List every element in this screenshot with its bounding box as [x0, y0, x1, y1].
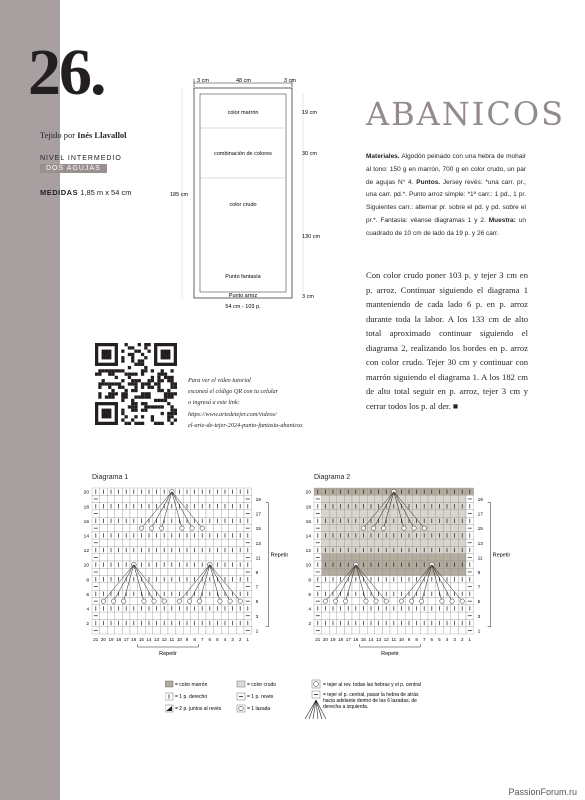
legend-reves: = 1 p. revés [247, 694, 274, 700]
row-number: 16 [305, 519, 311, 525]
sidebar-band [0, 0, 60, 800]
col-number: 7 [200, 637, 204, 642]
legend-central-1: = tejer el p. central, pasar la hebra de atrás [323, 692, 419, 698]
row-number: 2 [86, 622, 89, 628]
row-number: 3 [477, 614, 481, 620]
row-number: 14 [305, 534, 311, 540]
row-number: 15 [255, 527, 261, 533]
row-number: 18 [305, 505, 311, 511]
author-prefix: Tejido por [40, 130, 78, 140]
row-number: 7 [477, 585, 481, 591]
sch-bottom-h: 3 cm [302, 294, 314, 300]
col-number: 12 [161, 637, 167, 642]
row-number: 14 [83, 534, 89, 540]
col-number: 1 [246, 637, 250, 642]
repetir-side-label: Repetir [270, 552, 289, 559]
col-number: 16 [353, 637, 359, 642]
col-number: 15 [138, 637, 144, 642]
col-number: 11 [169, 637, 175, 642]
row-number: 8 [86, 578, 89, 584]
row-number: 19 [477, 497, 483, 503]
row-number: 18 [83, 505, 89, 511]
col-number: 17 [345, 637, 351, 642]
sch-total-h: 185 cm [170, 192, 189, 198]
qr-link-1[interactable]: https://www.artedetejer.com/videos/ [188, 410, 277, 418]
repetir-side-label: Repetir [492, 552, 511, 559]
level-badge: DOS AGUJAS [40, 164, 107, 173]
col-number: 9 [407, 637, 411, 642]
row-number: 13 [255, 541, 261, 547]
sch-section2-h: 30 cm [302, 151, 317, 157]
col-number: 11 [391, 637, 397, 642]
col-number: 19 [108, 637, 114, 642]
author-line [40, 130, 127, 140]
col-number: 17 [123, 637, 129, 642]
col-number: 14 [368, 637, 374, 642]
row-number: 9 [255, 570, 259, 576]
row-number: 1 [477, 629, 481, 635]
col-number: 3 [453, 637, 456, 642]
row-number: 17 [477, 512, 483, 518]
row-number: 19 [255, 497, 261, 503]
row-number: 4 [86, 607, 89, 613]
muestra-body: un cuadrado de 10 cm de lado da 19 p. y 26 carr. [366, 216, 526, 237]
row-number: 10 [83, 563, 89, 569]
qr-line-1: Para ver el video tutorial [188, 377, 251, 384]
row-number: 2 [308, 622, 311, 628]
sch-top-left: 3 cm [197, 78, 209, 84]
instructions-text: Con color crudo poner 103 p. y tejer 3 cm en p. arroz. Continuar siguiendo el diagrama 1 manteniendo de cada lado 6 p. en p. arroz durante toda la labor. A los 133 cm de alto total aproximado continuar siguiendo el diagrama 2, realizando los bordes en p. arroz con color crudo. Tejer 30 cm y continuar con marrón siguiendo el diagrama 1. A los 182 cm de alto total seguir en p. arroz, tejer 3 cm y cerrar todos los p. al der. ■ [366, 270, 528, 411]
repetir-bottom-label: Repetir [381, 651, 399, 657]
sch-section3-h: 130 cm [302, 234, 321, 240]
col-number: 14 [146, 637, 152, 642]
measures-label: MEDIDAS [40, 188, 79, 197]
row-number: 6 [308, 592, 311, 598]
row-number: 5 [255, 600, 259, 606]
col-number: 13 [376, 637, 382, 642]
watermark: PassionForum.ru [508, 787, 577, 797]
legend-marron: = color marrón [175, 682, 208, 688]
col-number: 21 [315, 637, 321, 642]
qr-caption [188, 375, 303, 431]
legend-rev-central: = tejer al rev. todas las hebras y el p. central [323, 682, 421, 688]
sch-section4: Punto fantasía [225, 274, 261, 280]
materials-body: Algodón peinado con una hebra de mohair al tono: 150 g en marrón, 700 g en color crudo, un par de agujas N° 4. [366, 153, 526, 186]
puntos-body: Jersey revés: *una carr. pr., una carr. pd.*. Punto arroz simple: *1ª carr.: 1 pd., 1 pr. Siguientes carr.: alternar pr. sobre el pd. y pd. sobre el pr.*. Fantasía: véanse diagramas 1 y 2. [366, 178, 526, 224]
col-number: 5 [216, 637, 219, 642]
row-number: 6 [86, 592, 89, 598]
diagram1-title: Diagrama 1 [92, 474, 129, 481]
col-number: 20 [100, 637, 106, 642]
page-title: ABANICOS [366, 95, 566, 133]
sch-bottom-label: Punto arroz [228, 293, 258, 299]
col-number: 16 [131, 637, 137, 642]
row-number: 20 [83, 490, 89, 496]
row-number: 16 [83, 519, 89, 525]
row-number: 17 [255, 512, 261, 518]
row-number: 7 [255, 585, 259, 591]
qr-code [95, 343, 177, 425]
legend-central-3: derecha a izquierda. [323, 704, 369, 710]
sch-top-mid: 48 cm [236, 78, 251, 84]
sch-top-right: 3 cm [284, 78, 296, 84]
diagram2-title: Diagrama 2 [314, 474, 351, 481]
row-number: 4 [308, 607, 311, 613]
measures-value: 1,85 m x 54 cm [80, 188, 132, 197]
puntos-label: Puntos. [416, 178, 441, 186]
legend-central-2: hacia adelante dentro de las 6 lazadas, de [323, 698, 417, 704]
repetir-bottom-label: Repetir [159, 651, 177, 657]
row-number: 12 [305, 549, 311, 555]
legend-crudo-swatch [237, 681, 245, 687]
col-number: 3 [231, 637, 234, 642]
col-number: 10 [176, 637, 182, 642]
row-number: 10 [305, 563, 311, 569]
materials-label: Materiales. [366, 153, 400, 160]
author-name: Inés Llavallol [77, 130, 127, 140]
legend-derecho: = 1 p. derecho [175, 694, 208, 700]
legend [165, 675, 455, 745]
sch-width: 54 cm - 103 p. [225, 304, 261, 310]
col-number: 21 [93, 637, 99, 642]
legend-marron-swatch [165, 681, 173, 687]
row-number: 8 [308, 578, 311, 584]
col-number: 6 [208, 637, 212, 642]
measures [40, 188, 131, 197]
legend-lazada: = 1 lazada [247, 706, 271, 712]
level-label: NIVEL INTERMEDIO [40, 155, 122, 162]
col-number: 15 [360, 637, 366, 642]
col-number: 12 [383, 637, 389, 642]
row-number: 9 [477, 570, 481, 576]
col-number: 18 [338, 637, 344, 642]
schematic-diagram [160, 74, 350, 314]
col-number: 4 [223, 637, 227, 642]
col-number: 8 [193, 637, 196, 642]
sch-section1-h: 19 cm [302, 110, 317, 116]
col-number: 20 [322, 637, 328, 642]
diagram1-chart [80, 482, 310, 672]
qr-link-2[interactable]: el-arte-de-tejer-2024-punto-fantasia-abanicos [188, 421, 303, 429]
col-number: 9 [185, 637, 189, 642]
legend-crudo: = color crudo [247, 682, 277, 688]
col-number: 6 [430, 637, 434, 642]
row-number: 15 [477, 527, 483, 533]
pattern-number: 26. [28, 36, 105, 109]
row-number: 11 [255, 556, 261, 562]
col-number: 10 [398, 637, 404, 642]
col-number: 7 [422, 637, 426, 642]
sch-section1: color marrón [227, 110, 259, 116]
col-number: 5 [438, 637, 441, 642]
col-number: 2 [460, 637, 464, 642]
row-number: 20 [305, 490, 311, 496]
qr-line-3: o ingresá a este link: [188, 399, 240, 407]
muestra-label: Muestra: [488, 216, 516, 224]
col-number: 4 [445, 637, 449, 642]
col-number: 2 [238, 637, 242, 642]
col-number: 18 [116, 637, 122, 642]
col-number: 8 [415, 637, 418, 642]
diagram2-chart [302, 482, 532, 672]
row-number: 5 [477, 600, 481, 606]
materials-text [366, 151, 526, 241]
qr-line-2: escaneá el código QR con tu celular [188, 388, 279, 396]
row-number: 3 [255, 614, 259, 620]
col-number: 19 [330, 637, 336, 642]
legend-juntos: = 2 p. juntos al revés [175, 706, 222, 712]
row-number: 12 [83, 549, 89, 555]
row-number: 11 [477, 556, 483, 562]
col-number: 1 [468, 637, 472, 642]
col-number: 13 [154, 637, 160, 642]
row-number: 13 [477, 541, 483, 547]
row-number: 1 [255, 629, 259, 635]
sch-section2: combinación de colores [214, 151, 272, 157]
sch-section3: color crudo [229, 202, 257, 208]
